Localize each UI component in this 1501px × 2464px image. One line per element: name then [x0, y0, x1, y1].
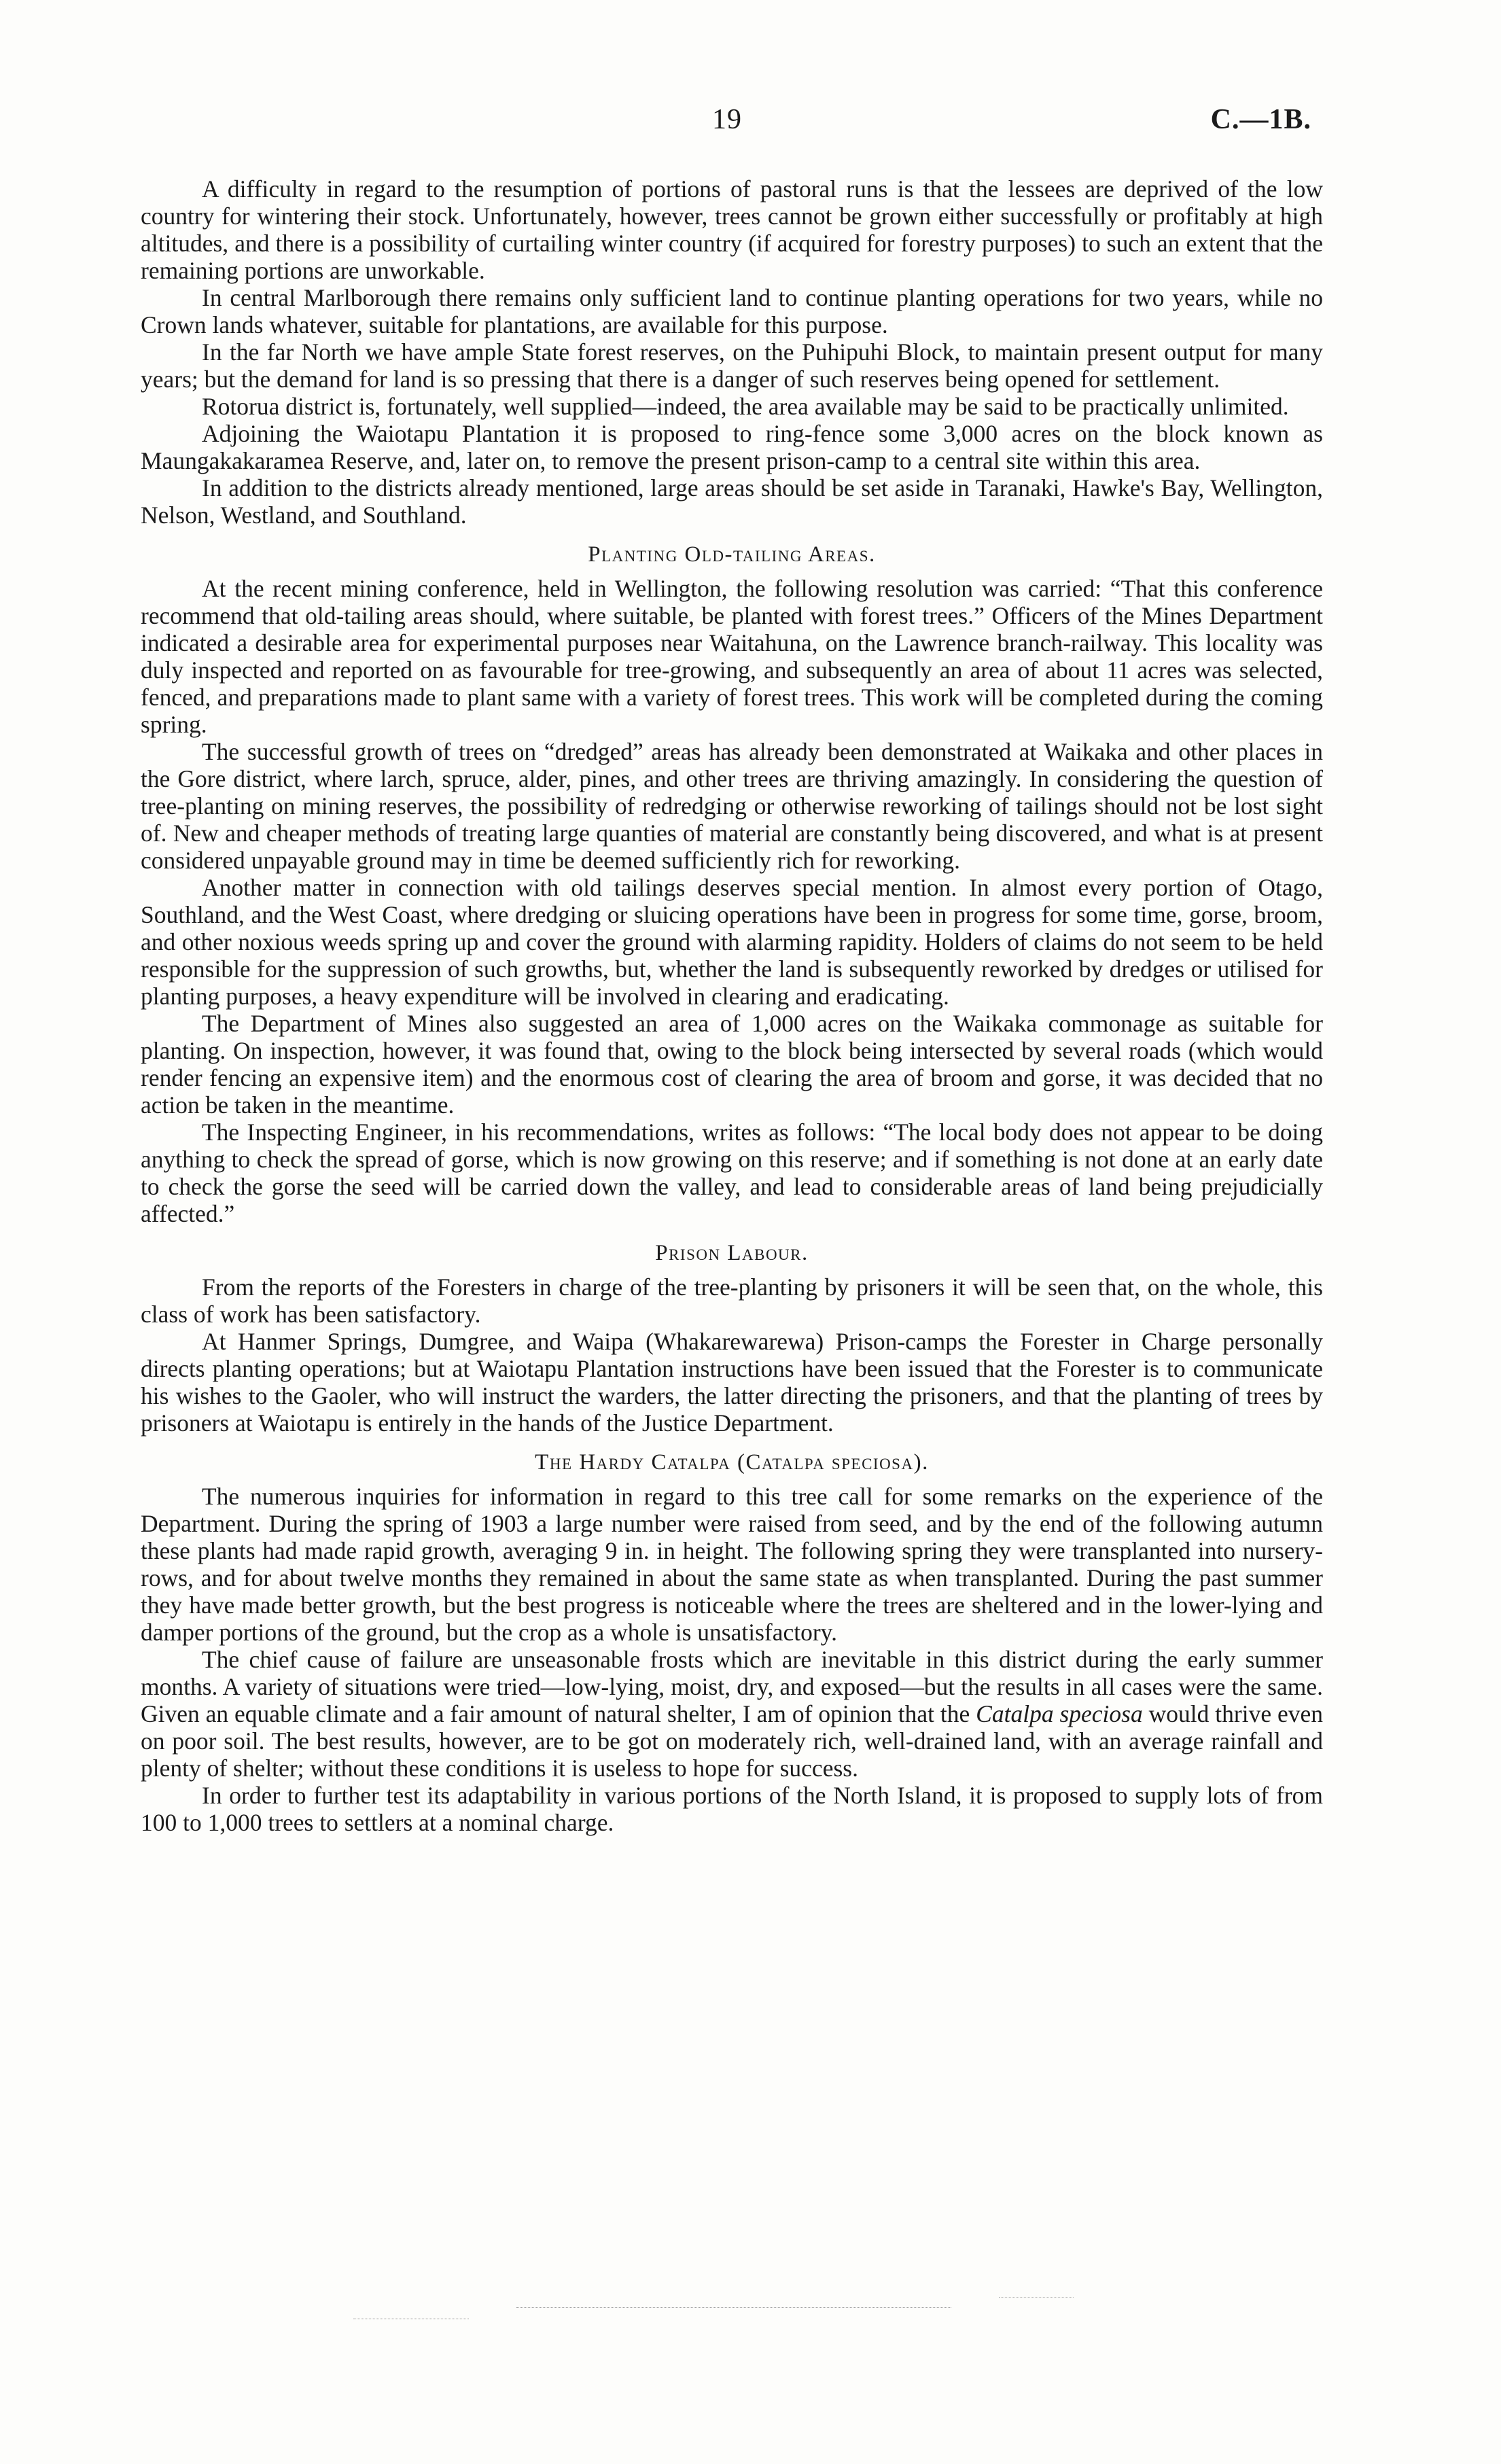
paragraph: In order to further test its adaptability in various portions of the North Island, it is proposed to supply lots of from 100 to 1,000 trees to settlers at a nominal charge.: [141, 1782, 1323, 1836]
paragraph: Adjoining the Waiotapu Plantation it is proposed to ring-fence some 3,000 acres on the block known as Maungakakaramea Reserve, and, later on, to remove the present prison-camp to a central site within this area.: [141, 420, 1323, 474]
paragraph: At Hanmer Springs, Dumgree, and Waipa (Whakarewarewa) Prison-camps the Forester in Charge personally directs planting operations; but at Waiotapu Plantation instructions have been issued that the Forester is to communicate his wishes to the Gaoler, who will instruct the warders, the latter directing the prisoners, and that the planting of trees by prisoners at Waiotapu is entirely in the hands of the Justice Department.: [141, 1328, 1323, 1437]
paragraph: In central Marlborough there remains only sufficient land to continue planting operations for two years, while no Crown lands whatever, suitable for plantations, are available for this purpose.: [141, 284, 1323, 338]
paragraph: The successful growth of trees on “dredged” areas has already been demonstrated at Waikaka and other places in the Gore district, where larch, spruce, alder, pines, and other trees are thriving amazingly. In considering the question of tree-planting on mining reserves, the possibility of redredging or otherwise reworking of tailings should not be lost sight of. New and cheaper methods of treating large quanties of material are constantly being discovered, and what is at present considered unpayable ground may in time be deemed sufficiently rich for reworking.: [141, 738, 1323, 874]
page-number: 19: [712, 104, 742, 135]
italic-species-name: Catalpa speciosa: [976, 1700, 1143, 1727]
paragraph: A difficulty in regard to the resumption of portions of pastoral runs is that the lessees are deprived of the low country for wintering their stock. Unfortunately, however, trees cannot be grown either successfully or profitably at high altitudes, and there is a possibility of curtailing winter country (if acquired for forestry purposes) to such an extent that the remaining portions are unworkable.: [141, 175, 1323, 284]
paragraph: At the recent mining conference, held in Wellington, the following resolution was carried: “That this conference recommend that old-tailing areas should, where suitable, be planted with forest trees.” Officers of the Mines Department indicated a desirable area for experimental purposes near Waitahuna, on the Lawrence branch-railway. This locality was duly inspected and reported on as favourable for tree-growing, and subsequently an area of about 11 acres was selected, fenced, and preparations made to plant same with a variety of forest trees. This work will be completed during the coming spring.: [141, 575, 1323, 738]
body-text: [141, 175, 1323, 1836]
paragraph: [141, 1646, 1323, 1782]
paragraph: In the far North we have ample State forest reserves, on the Puhipuhi Block, to maintain present output for many years; but the demand for land is so pressing that there is a danger of such reserves being opened for settlement.: [141, 338, 1323, 393]
page-header: [143, 103, 1311, 144]
paragraph-text: would thrive even on poor soil. The best results, however, are to be got on moderately rich, well-drained land, with an average rainfall and plenty of shelter; without these conditions it is useless to hope for success.: [141, 1700, 1323, 1782]
document-reference: C.—1B.: [1210, 104, 1311, 135]
paragraph: Rotorua district is, fortunately, well supplied—indeed, the area available may be said to be practically unlimited.: [202, 393, 1289, 420]
paragraph: From the reports of the Foresters in charge of the tree-planting by prisoners it will be seen that, on the whole, this class of work has been satisfactory.: [141, 1273, 1323, 1328]
paragraph: Another matter in connection with old tailings deserves special mention. In almost every portion of Otago, Southland, and the West Coast, where dredging or sluicing operations have been in progress for some time, gorse, broom, and other noxious weeds spring up and cover the ground with alarming rapidity. Holders of claims do not seem to be held responsible for the suppression of such growths, but, whether the land is subsequently reworked by dredges or utilised for planting purposes, a heavy expenditure will be involved in clearing and eradicating.: [141, 874, 1323, 1010]
paragraph: In addition to the districts already mentioned, large areas should be set aside in Taranaki, Hawke's Bay, Wellington, Nelson, Westland, and Southland.: [141, 474, 1323, 529]
paragraph: The Department of Mines also suggested an area of 1,000 acres on the Waikaka commonage as suitable for planting. On inspection, however, it was found that, owing to the block being intersected by several roads (which would render fencing an expensive item) and the enormous cost of clearing the area of broom and gorse, it was decided that no action be taken in the meantime.: [141, 1010, 1323, 1119]
paragraph: The Inspecting Engineer, in his recommendations, writes as follows: “The local body does not appear to be doing anything to check the spread of gorse, which is now growing on this reserve; and if something is not done at an early date to check the gorse the seed will be carried down the valley, and lead to considerable areas of land being prejudicially affected.”: [141, 1119, 1323, 1227]
section-heading-planting-old-tailing-areas: Planting Old-tailing Areas.: [588, 542, 876, 567]
section-heading-prison-labour: Prison Labour.: [655, 1241, 809, 1265]
paragraph-text: The chief cause of failure are unseasonable frosts which are inevitable in this district during the early summer months. A variety of situations were tried—low-lying, moist, dry, and exposed—but the results in all cases were the same. Given an equable climate and a fair amount of natural shelter, I am of opinion that the: [141, 1646, 1323, 1727]
section-heading-hardy-catalpa: The Hardy Catalpa (Catalpa speciosa).: [535, 1450, 929, 1475]
scan-mark: [516, 2307, 951, 2308]
paragraph: The numerous inquiries for information in regard to this tree call for some remarks on the experience of the Department. During the spring of 1903 a large number were raised from seed, and by the end of the following autumn these plants had made rapid growth, averaging 9 in. in height. The following spring they were transplanted into nursery-rows, and for about twelve months they remained in about the same state as when transplanted. During the past summer they have made better growth, but the best progress is noticeable where the trees are sheltered and in the lower-lying and damper portions of the ground, but the crop as a whole is unsatisfactory.: [141, 1483, 1323, 1646]
scan-mark: [999, 2297, 1074, 2298]
